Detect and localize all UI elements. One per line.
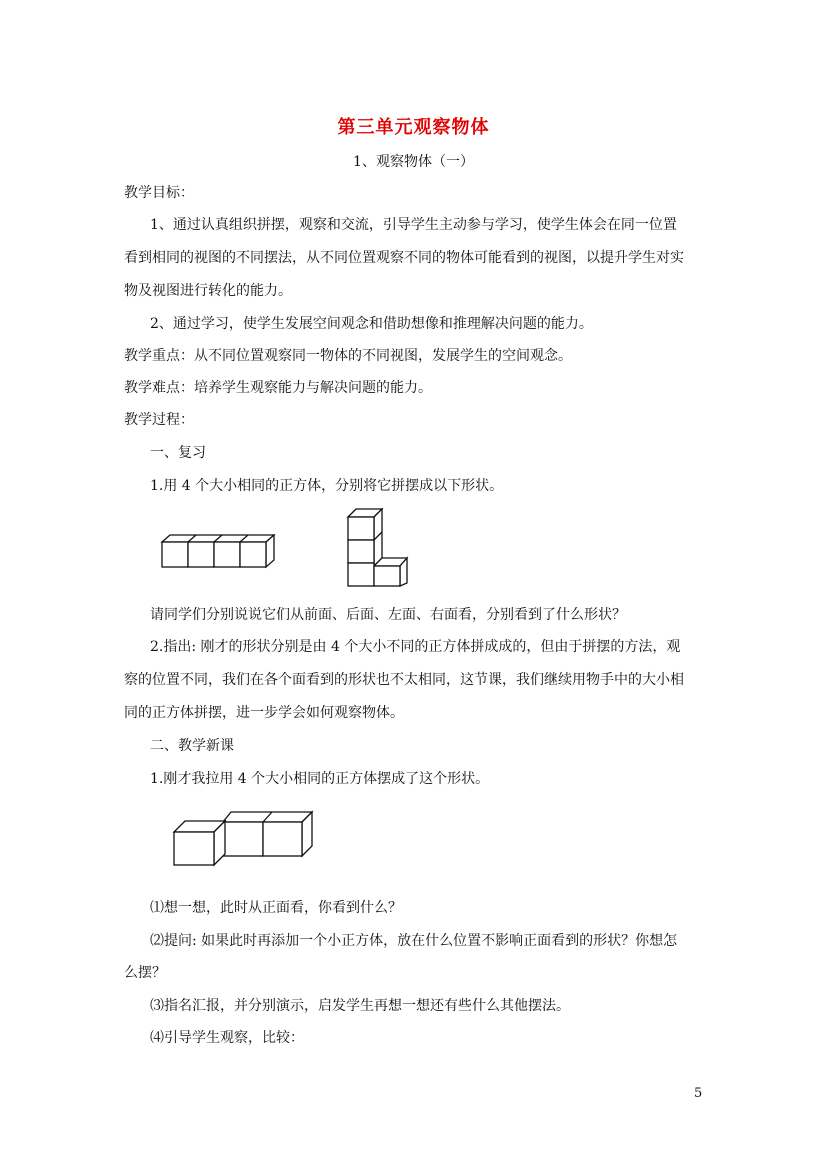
heading-goals: 教学目标： xyxy=(124,185,194,201)
review-question: 请同学们分别说说它们从前面、后面、左面、右面看，分别看到了什么形状？ xyxy=(150,607,626,623)
row-cube-4 xyxy=(240,542,266,567)
l-column-right-face xyxy=(374,509,382,566)
row-cube-2 xyxy=(188,542,214,567)
review-step-2-line-1: 2.指出: 刚才的形状分别是由 4 个大小不同的正方体拼成成的，但由于拼摆的方法，观 xyxy=(150,639,681,655)
back-cube-2 xyxy=(263,822,302,856)
new-lesson-heading: 二、教学新课 xyxy=(150,738,234,754)
l-cube-middle xyxy=(348,540,374,563)
question-1: ⑴想一想，此时从正面看，你看到什么？ xyxy=(150,900,402,916)
row-cube-1 xyxy=(162,542,188,567)
goal-2: 2、通过学习，使学生发展空间观念和借助想像和推理解决问题的能力。 xyxy=(150,316,593,332)
section-subtitle: 1、观察物体（一） xyxy=(353,154,474,170)
l-cube-right xyxy=(374,566,400,586)
goal-1-line-2: 看到相同的视图的不同摆法，从不同位置观察不同的物体可能看到的视图，以提升学生对实 xyxy=(124,250,684,266)
question-2-line-1: ⑵提问: 如果此时再添加一个小正方体，放在什么位置不影响正面看到的形状？你想怎 xyxy=(150,933,678,949)
back-cube-1 xyxy=(223,822,263,856)
difficulty: 教学难点：培养学生观察能力与解决问题的能力。 xyxy=(124,380,432,396)
page-number: 5 xyxy=(694,1086,703,1101)
goal-1-line-3: 物及视图进行转化的能力。 xyxy=(124,283,292,299)
figure-cubes-l-shape xyxy=(345,508,409,588)
review-step-2-line-3: 同的正方体拼摆，进一步学会如何观察物体。 xyxy=(124,705,404,721)
row-cube-3 xyxy=(214,542,240,567)
goal-1-line-1: 1、通过认真组织拼摆，观察和交流，引导学生主动参与学习，使学生体会在同一位置 xyxy=(150,217,677,233)
figure-cubes-staggered xyxy=(171,808,317,868)
review-step-2-line-2: 察的位置不同，我们在各个面看到的形状也不太相同，这节课，我们继续用物手中的大小相 xyxy=(124,672,684,688)
l-cube-top xyxy=(348,517,374,540)
review-heading: 一、复习 xyxy=(150,445,206,461)
figure-cubes-row xyxy=(160,534,276,570)
front-cube xyxy=(174,832,214,865)
new-lesson-step-1: 1.刚才我拉用 4 个大小相同的正方体摆成了这个形状。 xyxy=(150,771,490,787)
key-point: 教学重点：从不同位置观察同一物体的不同视图，发展学生的空间观念。 xyxy=(124,348,572,364)
review-step-1: 1.用 4 个大小相同的正方体，分别将它拼摆成以下形状。 xyxy=(150,478,504,494)
l-cube-bottom xyxy=(348,563,374,586)
question-2-line-2: 么摆？ xyxy=(124,965,166,981)
question-3: ⑶指名汇报，并分别演示，启发学生再想一想还有些什么其他摆法。 xyxy=(150,998,570,1014)
page-title: 第三单元观察物体 xyxy=(337,117,490,138)
heading-process: 教学过程： xyxy=(124,412,194,428)
question-4: ⑷引导学生观察，比较： xyxy=(150,1030,304,1046)
